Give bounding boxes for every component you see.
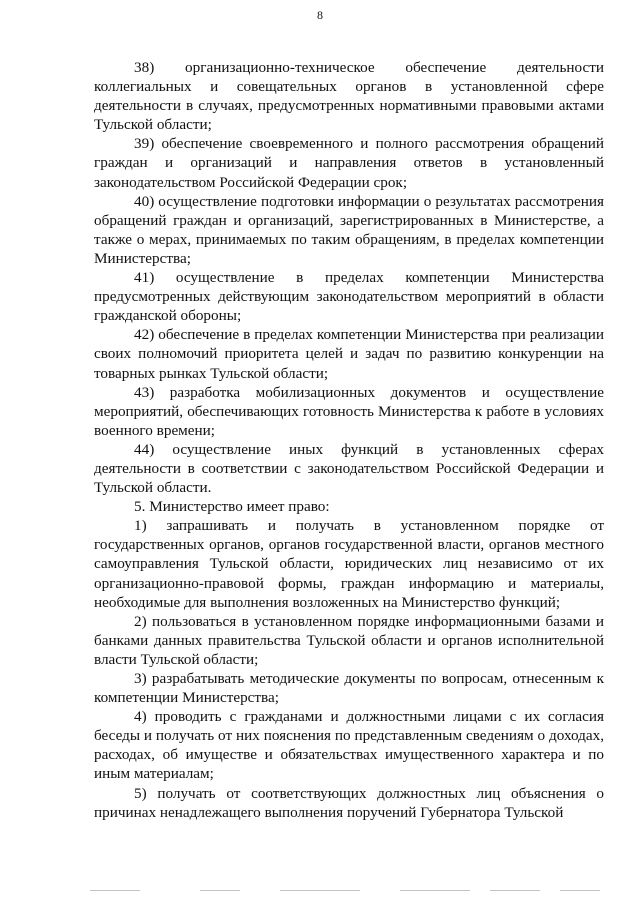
document-body (94, 58, 604, 822)
right-item-2: 2) пользоваться в установленном порядке информационными базами и банками данных правительства Тульской области и органов исполнительной власти Тульской области; (94, 612, 604, 668)
paragraph-item-39: 39) обеспечение своевременного и полного рассмотрения обращений граждан и организаций и направления ответов в установленный законодательством Российской Федерации срок; (94, 135, 604, 191)
paragraph-item-41: 41) осуществление в пределах компетенции Министерства предусмотренных действующим законодательством мероприятий в области гражданской обороны; (94, 269, 604, 325)
right-item-4: 4) проводить с гражданами и должностными лицами с их согласия беседы и получать от них пояснения по представленным сведениям о доходах, расходах, об имуществе и обязательствах имущественного характера и по иным материалам; (94, 708, 604, 783)
paragraph-item-44: 44) осуществление иных функций в установленных сферах деятельности в соответствии с законодательством Российской Федерации и Тульской области. (94, 440, 604, 497)
section-5-heading: 5. Министерство имеет право: (134, 498, 330, 516)
scan-artifact-strip (60, 887, 620, 895)
right-item-3: 3) разрабатывать методические документы по вопросам, отнесенным к компетенции Министерства; (94, 670, 604, 707)
paragraph-item-40: 40) осуществление подготовки информации о результатах рассмотрения обращений граждан и организаций, зарегистрированных в Министерстве, а также о мерах, принимаемых по таким обращениям, в пределах компетенции Министерства; (94, 192, 604, 267)
paragraph-item-43: 43) разработка мобилизационных документов и осуществление мероприятий, обеспечивающих готовность Министерства к работе в условиях военного времени; (94, 383, 604, 439)
page-number: 8 (317, 8, 323, 22)
paragraph-item-38: 38) организационно-техническое обеспечение деятельности коллегиальных и совещательных органов в установленной сфере деятельности в случаях, предусмотренных нормативными правовыми актами Тульской области; (94, 59, 604, 134)
right-item-5: 5) получать от соответствующих должностных лиц объяснения о причинах ненадлежащего выполнения поручений Губернатора Тульской (94, 784, 604, 821)
paragraph-item-42: 42) обеспечение в пределах компетенции Министерства при реализации своих полномочий приоритета целей и задач по развитию конкуренции на товарных рынках Тульской области; (94, 326, 604, 382)
right-item-1: 1) запрашивать и получать в установленном порядке от государственных органов, органов государственной власти, органов местного самоуправления Тульской области, юридических лиц независимо от их организационно-правовой формы, граждан информацию и материалы, необходимые для выполнения возложенных на Министерство функций; (94, 517, 604, 611)
